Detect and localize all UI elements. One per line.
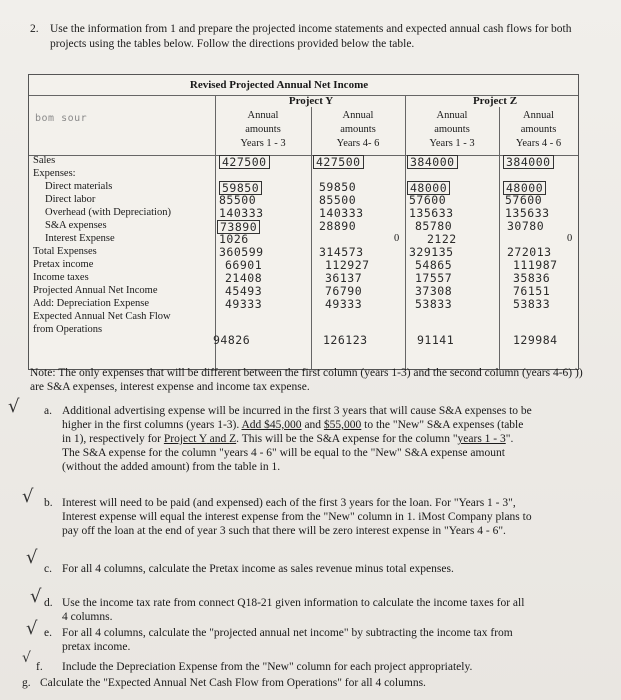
item-letter: f.	[36, 661, 43, 673]
item-letter: g.	[22, 677, 31, 689]
item-body	[62, 626, 602, 654]
item-span: and	[301, 419, 324, 431]
col-header-line: amounts	[520, 124, 557, 135]
hw-sga-z1: 85780	[415, 219, 453, 233]
question-number: 2.	[30, 23, 39, 35]
item-body	[62, 660, 602, 674]
hw-dep-z2: 53833	[513, 297, 551, 311]
item-letter: a.	[44, 405, 52, 417]
hw-cf-z2: 129984	[513, 333, 558, 347]
item-line: Interest will need to be paid (and expensed) each of the first 3 years for the loan. For "Years 1 - 3",	[62, 497, 516, 509]
faint-scribble: bom sour	[35, 113, 88, 124]
hw-ni-y2: 76790	[325, 284, 363, 298]
item-line	[62, 418, 602, 432]
hw-total-y2: 314573	[319, 245, 364, 259]
col-header-line: amounts	[340, 124, 376, 135]
item-line: 4 columns.	[62, 611, 113, 623]
hw-total-y1: 360599	[219, 245, 264, 259]
item-line: Include the Depreciation Expense from the "New" column for each project appropriately.	[62, 661, 473, 673]
hw-ni-y1: 45493	[225, 284, 263, 298]
hw-ni-z1: 37308	[415, 284, 453, 298]
col-header-z2	[499, 109, 578, 151]
checkmark-icon: √	[22, 486, 34, 507]
printed-zero-y: 0	[394, 233, 400, 244]
checkmark-icon: √	[26, 547, 38, 568]
item-span: ".	[505, 433, 514, 445]
hw-tax-y1: 21408	[225, 271, 263, 285]
hw-oh-z2: 135633	[505, 206, 550, 220]
item-letter: d.	[44, 597, 53, 609]
hw-total-z2: 272013	[507, 245, 552, 259]
hw-sales-z2: 384000	[503, 155, 554, 169]
hw-cf-y1: 94826	[213, 333, 251, 347]
hw-dm-y2: 59850	[319, 180, 357, 194]
row-label-direct-materials: Direct materials	[45, 181, 113, 192]
hw-sga-y1: 73890	[217, 220, 260, 234]
item-body	[40, 676, 600, 690]
hw-dl-z2: 57600	[505, 193, 543, 207]
hw-oh-z1: 135633	[409, 206, 454, 220]
hw-pretax-y1: 66901	[225, 258, 263, 272]
hw-dm-z2: 48000	[503, 181, 546, 195]
item-line: Interest expense will equal the interest expense from the "New" column in 1. iMost Company plans to	[62, 511, 532, 523]
item-line: pay off the loan at the end of year 3 such that there will be zero interest expense in "Years 4 - 6".	[62, 525, 506, 537]
table-title: Revised Projected Annual Net Income	[189, 79, 369, 91]
hw-dm-y1: 59850	[219, 181, 262, 195]
col-header-line: Annual	[342, 110, 374, 121]
item-span: and	[206, 433, 230, 445]
item-line: (without the added amount) from the table in 1.	[62, 461, 281, 473]
checkmark-icon: √	[22, 650, 31, 666]
col-header-line: Years 4- 6	[336, 138, 380, 149]
item-body	[62, 404, 602, 474]
row-line	[29, 155, 578, 156]
col-header-line: Annual	[523, 110, 554, 121]
item-body	[62, 496, 602, 538]
row-line	[29, 95, 578, 96]
row-label-sga: S&A expenses	[45, 220, 107, 231]
item-line: Additional advertising expense will be incurred in the first 3 years that will cause S&A expenses to be	[62, 405, 532, 417]
col-header-y1	[215, 109, 311, 151]
hw-cf-y2: 126123	[323, 333, 368, 347]
row-label-net-income: Projected Annual Net Income	[33, 285, 158, 296]
hw-dl-y1: 85500	[219, 193, 257, 207]
item-span: Z	[229, 433, 237, 445]
table-note: Note: The only expenses that will be different between the first column (years 1-3) and the second column (years 4-6) )) are S&A expenses, interest expense and income tax expense.	[30, 367, 583, 393]
row-label-overhead: Overhead (with Depreciation)	[45, 207, 171, 218]
hw-dep-y1: 49333	[225, 297, 263, 311]
col-header-line: Annual	[247, 110, 279, 121]
hw-oh-y2: 140333	[319, 206, 364, 220]
hw-dep-y2: 49333	[325, 297, 363, 311]
item-span: . This will be the S&A expense for the column "	[236, 433, 458, 445]
row-label-taxes: Income taxes	[33, 272, 89, 283]
hw-pretax-y2: 112927	[325, 258, 370, 272]
row-label-direct-labor: Direct labor	[45, 194, 96, 205]
item-letter: b.	[44, 497, 53, 509]
income-table	[28, 74, 579, 370]
row-label-depreciation: Add: Depreciation Expense	[33, 298, 150, 309]
hw-dl-y2: 85500	[319, 193, 357, 207]
item-span: to the "New" S&A expenses (table	[361, 419, 524, 431]
col-header-line: Years 4 - 6	[515, 138, 562, 149]
item-line: Calculate the "Expected Annual Net Cash Flow from Operations" for all 4 columns.	[40, 677, 426, 689]
printed-zero-z: 0	[567, 233, 573, 244]
hw-dep-z1: 53833	[415, 297, 453, 311]
row-label-cash-flow: Expected Annual Net Cash Flow	[33, 311, 171, 322]
row-label-expenses: Expenses:	[33, 168, 76, 179]
hw-pretax-z2: 111987	[513, 258, 558, 272]
item-span: Project Y	[163, 433, 207, 445]
project-y-header: Project Y	[288, 95, 334, 107]
hw-cf-z1: 91141	[417, 333, 455, 347]
item-line: For all 4 columns, calculate the Pretax income as sales revenue minus total expenses.	[62, 563, 454, 575]
row-label-cash-flow-2: from Operations	[33, 324, 103, 335]
hw-sales-y2: 427500	[313, 155, 364, 169]
checkmark-icon: √	[26, 618, 38, 639]
hw-dm-z1: 48000	[407, 181, 450, 195]
question-text: Use the information from 1 and prepare the projected income statements and expected annual cash flows for both projects using the tables below. Follow the directions provided below the table.	[50, 23, 572, 50]
hw-int-y1: 1026	[219, 232, 249, 246]
item-span: in 1), respectively for	[62, 433, 164, 445]
item-letter: c.	[44, 563, 52, 575]
hw-tax-z1: 17557	[415, 271, 453, 285]
item-line: pretax income.	[62, 641, 131, 653]
item-span: Add $45,000	[241, 419, 302, 431]
hw-ni-z2: 76151	[513, 284, 551, 298]
row-label-total-expenses: Total Expenses	[33, 246, 97, 257]
project-z-header: Project Z	[472, 95, 518, 107]
col-header-z1	[405, 109, 499, 151]
hw-pretax-z1: 54865	[415, 258, 453, 272]
item-body	[62, 596, 602, 624]
hw-sales-z1: 384000	[407, 155, 458, 169]
item-line	[62, 432, 602, 446]
hw-sga-y2: 28890	[319, 219, 357, 233]
hw-tax-z2: 35836	[513, 271, 551, 285]
item-span: higher in the first columns (years 1-3).	[62, 419, 242, 431]
item-line: For all 4 columns, calculate the "projected annual net income" by subtracting the income tax from	[62, 627, 513, 639]
col-header-y2	[311, 109, 405, 151]
checkmark-icon: √	[8, 396, 20, 417]
item-letter: e.	[44, 627, 52, 639]
item-body	[62, 562, 602, 576]
row-label-sales: Sales	[33, 155, 56, 166]
item-line: Use the income tax rate from connect Q18-21 given information to calculate the income taxes for all	[62, 597, 525, 609]
row-label-interest: Interest Expense	[45, 233, 115, 244]
col-header-line: Annual	[436, 110, 468, 121]
hw-int-z1: 2122	[427, 232, 457, 246]
hw-oh-y1: 140333	[219, 206, 264, 220]
hw-dl-z1: 57600	[409, 193, 447, 207]
item-span: $55,000	[323, 419, 362, 431]
item-span: years 1 - 3	[457, 433, 506, 445]
checkmark-icon: √	[30, 586, 42, 607]
row-label-pretax: Pretax income	[33, 259, 94, 270]
col-header-line: amounts	[434, 124, 470, 135]
hw-sales-y1: 427500	[219, 155, 270, 169]
col-header-line: Years 1 - 3	[429, 138, 475, 149]
hw-tax-y2: 36137	[325, 271, 363, 285]
hw-sga-z2: 30780	[507, 219, 545, 233]
col-header-line: Years 1 - 3	[240, 138, 286, 149]
col-header-line: amounts	[245, 124, 281, 135]
hw-total-z1: 329135	[409, 245, 454, 259]
item-line: The S&A expense for the column "years 4 - 6" will be equal to the "New" S&A expense amount	[62, 447, 505, 459]
